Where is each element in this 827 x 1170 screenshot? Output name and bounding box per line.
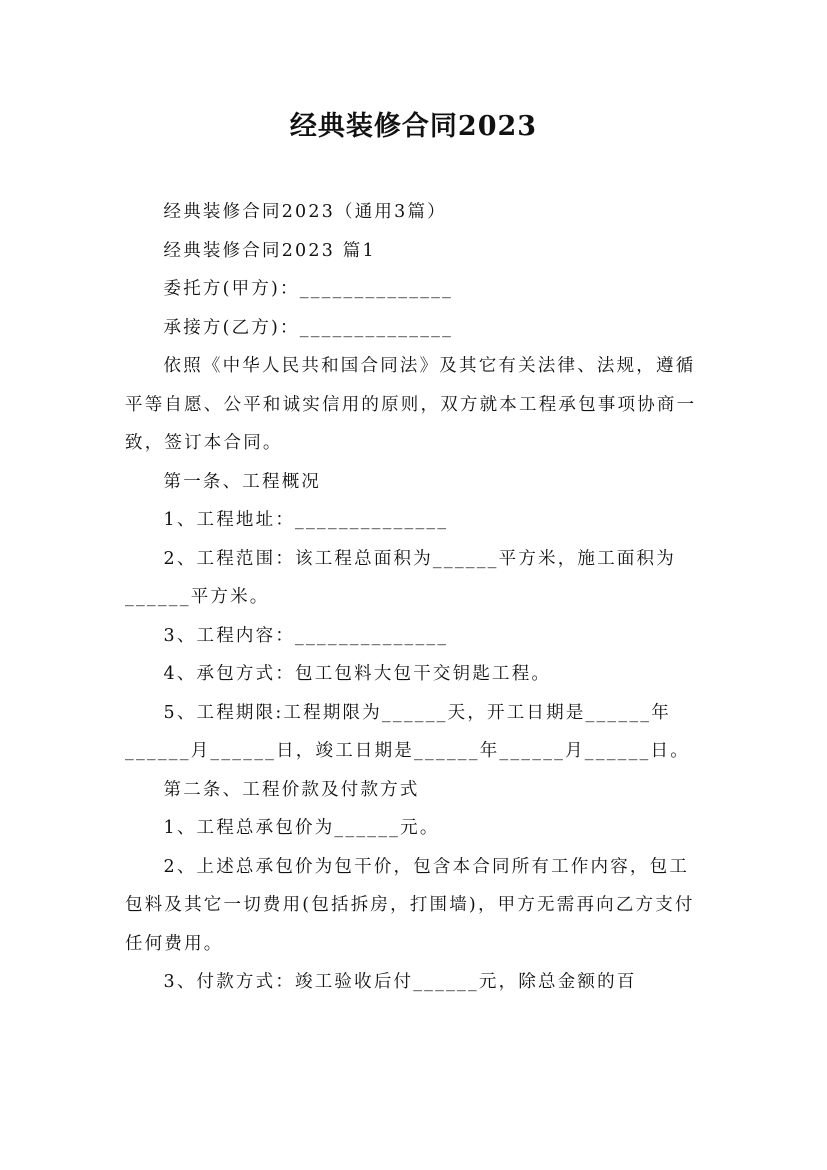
- document-body: [125, 193, 705, 1002]
- paragraph-project-content: 3、工程内容：______________: [163, 625, 449, 646]
- paragraph-project-period: 5、工程期限:工程期限为______天，开工日期是______年______月______日，竣工日期是______年______月______日。: [125, 702, 690, 761]
- paragraph-section-heading: 经典装修合同2023 篇1: [163, 240, 376, 261]
- paragraph-subtitle: 经典装修合同2023（通用3篇）: [163, 202, 447, 222]
- paragraph-lump-sum: 2、上述总承包价为包干价，包含本合同所有工作内容，包工包料及其它一切费用(包括拆房，打围墙)，甲方无需再向乙方支付任何费用。: [125, 856, 695, 954]
- paragraph-party-a: 委托方(甲方)：______________: [163, 279, 454, 299]
- paragraph-preamble: 依照《中华人民共和国合同法》及其它有关法律、法规，遵循平等自愿、公平和诚实信用的原则，双方就本工程承包事项协商一致，签订本合同。: [125, 356, 697, 453]
- paragraph-article-1-heading: 第一条、工程概况: [163, 471, 322, 492]
- paragraph-contract-method: 4、承包方式：包工包料大包干交钥匙工程。: [163, 664, 552, 684]
- paragraph-project-address: 1、工程地址：______________: [163, 510, 449, 530]
- paragraph-article-2-heading: 第二条、工程价款及付款方式: [163, 779, 420, 800]
- paragraph-payment-method: 3、付款方式：竣工验收后付______元，除总金额的百: [163, 972, 637, 992]
- document-title: 经典装修合同2023: [289, 111, 538, 142]
- paragraph-party-b: 承接方(乙方)：______________: [163, 317, 454, 338]
- paragraph-project-scope: 2、工程范围：该工程总面积为______平方米，施工面积为______平方米。: [125, 548, 676, 607]
- paragraph-total-price: 1、工程总承包价为______元。: [163, 818, 440, 838]
